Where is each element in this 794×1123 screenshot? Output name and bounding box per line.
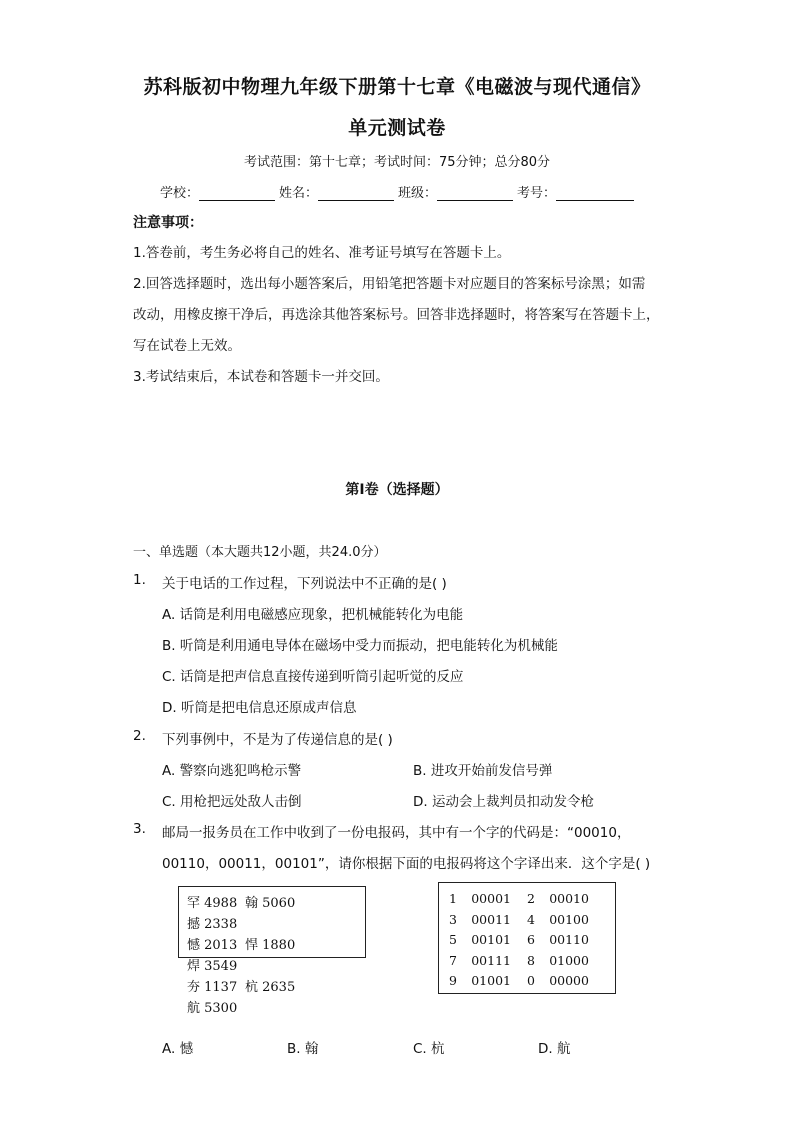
q3-option-d[interactable]: D. 航 [538,1041,571,1057]
digit-cell: 3 [449,911,457,927]
digit-cell: 1 [449,891,457,906]
code-cell: 00000 [549,973,589,988]
digit-cell: 7 [449,952,457,968]
q2-option-a[interactable]: A. 警察向逃犯鸣枪示警 [162,763,302,779]
exam-number-blank[interactable] [556,186,634,201]
class-blank[interactable] [437,186,513,201]
q1-number: 1. [133,572,146,588]
q1-option-a[interactable]: A. 话筒是利用电磁感应现象，把机械能转化为电能 [162,607,464,623]
notice-item-1: 1.答卷前，考生务必将自己的姓名、准考证号填写在答题卡上。 [133,245,511,261]
char-row [187,893,357,935]
school-label: 学校： [160,186,200,201]
q2-option-b[interactable]: B. 进攻开始前发信号弹 [413,763,553,779]
digit-cell: 6 [526,932,535,947]
char-cell: 翰 5060 [245,896,296,911]
exam-info: 考试范围：第十七章；考试时间：75分钟；总分80分 [243,155,551,170]
char-cell: 悍 1880 [245,938,296,953]
q3-number: 3. [133,821,146,837]
char-cell: 撼 2338 [187,917,238,932]
code-cell: 00010 [549,891,589,906]
notice-item-2-cont: 改动，用橡皮擦干净后，再选涂其他答案标号。回答非选择题时，将答案写在答题卡上， [133,307,660,323]
notice-item-2: 2.回答选择题时，选出每小题答案后，用铅笔把答题卡对应题目的答案标号涂黑；如需 [133,276,646,292]
char-cell: 罕 4988 [187,896,238,911]
school-blank[interactable] [199,186,275,201]
code-cell: 01001 [471,973,511,988]
q3-char-code-table [178,886,366,1016]
name-blank[interactable] [318,186,394,201]
notice-item-3: 3.考试结束后，本试卷和答题卡一并交回。 [133,369,389,385]
char-cell: 憾 2013 [187,938,238,953]
q1-option-c[interactable]: C. 话筒是把声信息直接传递到听筒引起听觉的反应 [162,669,464,685]
code-cell: 00111 [471,952,511,968]
char-cell: 航 5300 [187,1001,238,1016]
q2-option-d[interactable]: D. 运动会上裁判员扣动发令枪 [413,794,594,810]
notice-item-2-end: 写在试卷上无效。 [133,338,241,354]
q3-text-line2: 00110，00011，00101”，请你根据下面的电报码将这个字译出来．这个字是( ) [162,856,651,872]
digit-cell: 9 [449,973,457,988]
code-cell: 00100 [549,911,589,927]
code-row [449,971,605,992]
code-row [449,889,605,910]
part-title: 一、单选题（本大题共12小题，共24.0分） [133,545,387,560]
q1-option-b[interactable]: B. 听筒是利用通电导体在磁场中受力而振动，把电能转化为机械能 [162,638,558,654]
q3-option-c[interactable]: C. 杭 [413,1041,445,1057]
page-title-line2: 单元测试卷 [348,117,446,139]
name-label: 姓名： [279,186,319,201]
code-cell: 01000 [549,952,589,968]
code-row [449,951,605,972]
code-cell: 00001 [471,891,511,906]
class-label: 班级： [398,186,438,201]
q2-number: 2. [133,728,146,744]
q2-option-c[interactable]: C. 用枪把远处敌人击倒 [162,794,302,810]
digit-cell: 5 [449,932,457,947]
q1-text: 关于电话的工作过程，下列说法中不正确的是( ) [162,576,447,592]
notice-title: 注意事项： [133,215,203,231]
char-row [187,977,357,1019]
char-cell: 夯 1137 [187,980,238,995]
code-cell: 00011 [471,911,511,927]
q2-text: 下列事例中，不是为了传递信息的是( ) [162,732,393,748]
digit-cell: 8 [526,952,535,968]
q3-digit-code-table [438,882,616,994]
q3-option-a[interactable]: A. 憾 [162,1041,194,1057]
q3-text-line1: 邮局一报务员在工作中收到了一份电报码，其中有一个字的代码是：“00010， [162,825,631,841]
char-cell: 焊 3549 [187,959,238,974]
code-row [449,910,605,931]
digit-cell: 0 [526,973,535,988]
section-title: 第Ⅰ卷（选择题） [345,482,449,498]
code-cell: 00110 [549,932,589,947]
q3-option-b[interactable]: B. 翰 [287,1041,319,1057]
code-row [449,930,605,951]
q1-option-d[interactable]: D. 听筒是把电信息还原成声信息 [162,700,357,716]
digit-cell: 2 [526,891,535,906]
code-cell: 00101 [471,932,511,947]
char-cell: 杭 2635 [245,980,296,995]
exam-number-label: 考号： [517,186,557,201]
digit-cell: 4 [526,911,535,927]
student-info-fields [160,182,638,201]
page-title-line1: 苏科版初中物理九年级下册第十七章《电磁波与现代通信》 [143,76,651,98]
char-row [187,935,357,977]
